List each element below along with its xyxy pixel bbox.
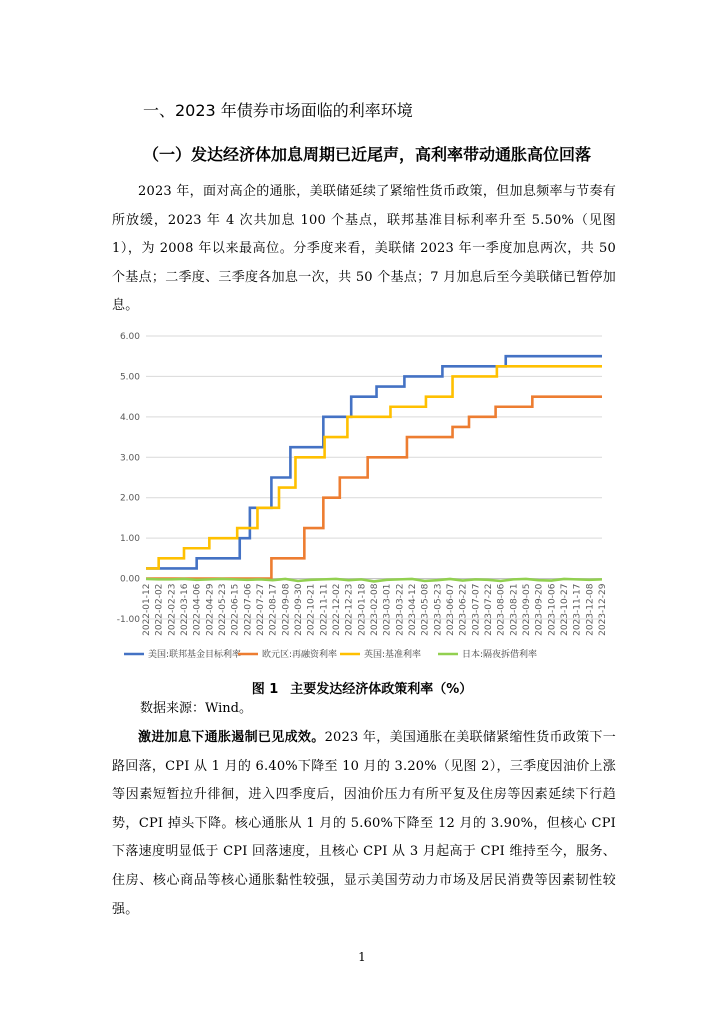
x-tick-label: 2023-08-21 xyxy=(509,583,520,636)
x-tick-label: 2023-10-06 xyxy=(547,583,558,636)
x-tick-label: 2023-04-12 xyxy=(408,583,418,636)
x-tick-label: 2023-03-01 xyxy=(382,583,393,636)
legend-label-0: 美国:联邦基金目标利率 xyxy=(148,650,242,660)
x-tick-label: 2023-09-05 xyxy=(522,583,532,636)
x-tick-label: 2023-07-22 xyxy=(484,583,494,636)
x-tick-label: 2022-04-06 xyxy=(192,583,203,636)
x-tick-label: 2022-10-21 xyxy=(306,583,317,636)
chart-gridlines xyxy=(146,336,602,619)
policy-rate-chart xyxy=(108,328,618,668)
figure-title: 主要发达经济体政策利率（%） xyxy=(290,682,473,697)
section-heading: 一、2023 年债券市场面临的利率环境 xyxy=(143,101,413,120)
x-tick-label: 2023-12-08 xyxy=(585,583,596,636)
x-tick-label: 2023-03-22 xyxy=(395,583,406,636)
series-line-0 xyxy=(146,356,602,568)
page-number: 1 xyxy=(358,950,366,964)
data-source: 数据来源：Wind。 xyxy=(140,701,252,716)
y-tick-label: -1.00 xyxy=(116,615,140,625)
legend-label-3: 日本:隔夜拆借利率 xyxy=(462,650,538,660)
y-tick-label: 1.00 xyxy=(119,534,140,545)
y-tick-label: 6.00 xyxy=(119,332,140,342)
series-line-1 xyxy=(146,397,602,579)
x-tick-label: 2022-03-16 xyxy=(180,583,190,636)
x-tick-label: 2022-01-12 xyxy=(142,583,152,636)
legend-label-2: 英国:基准利率 xyxy=(364,650,422,660)
legend-label-1: 欧元区:再融资利率 xyxy=(262,650,338,660)
y-tick-label: 3.00 xyxy=(119,453,140,464)
x-tick-label: 2023-02-08 xyxy=(370,583,380,636)
paragraph-lead: 激进加息下通胀遏制已见成效。 xyxy=(138,730,325,745)
x-tick-label: 2022-04-29 xyxy=(205,583,216,636)
chart-series xyxy=(146,356,602,581)
x-tick-label: 2022-05-23 xyxy=(218,583,228,636)
x-tick-label: 2022-07-27 xyxy=(256,583,266,636)
x-tick-label: 2023-06-22 xyxy=(458,583,469,636)
y-tick-label: 4.00 xyxy=(119,412,140,423)
x-tick-label: 2022-12-02 xyxy=(332,583,342,636)
x-tick-label: 2023-01-18 xyxy=(357,583,368,636)
figure-number: 图 1 xyxy=(251,682,279,697)
x-tick-label: 2022-06-15 xyxy=(230,583,241,636)
x-tick-label: 2022-12-23 xyxy=(344,583,355,636)
x-tick-label: 2022-09-30 xyxy=(294,583,304,636)
figure-caption xyxy=(0,678,724,697)
x-tick-label: 2022-09-08 xyxy=(281,583,292,636)
paragraph-intro: 2023 年，面对高企的通胀，美联储延续了紧缩性货币政策，但加息频率与节奏有所放缓，2023 年 4 次共加息 100 个基点，联邦基准目标利率升至 5.50%（见图 1），为 2008 年以来最高位。分季度来看，美联储 2023 年一季度加息两次，共 50 个基点；二季度、三季度各加息一次，共 50 个基点；7 月加息后至今美联储已暂停加息。 xyxy=(112,184,616,314)
x-tick-label: 2022-02-23 xyxy=(167,583,178,636)
paragraph-inflation xyxy=(112,724,616,924)
paragraph-body: 2023 年，美国通胀在美联储紧缩性货币政策下一路回落，CPI 从 1 月的 6.40%下降至 10 月的 3.20%（见图 2），三季度因油价上涨等因素短暂拉升徘徊，进入四季度后，因油价压力有所平复及住房等因素延续下行趋势，CPI 掉头下降。核心通胀从 1 月的 5.60%下降至 12 月的 3.90%，但核心 CPI 下落速度明显低于 CPI 回落速度，且核心 CPI 从 3 月起高于 CPI 维持至今，服务、住房、核心商品等核心通胀黏性较强，显示美国劳动力市场及居民消费等因素韧性较强。 xyxy=(112,730,616,917)
x-tick-label: 2023-12-29 xyxy=(598,583,608,636)
series-line-3 xyxy=(146,579,602,581)
x-tick-label: 2023-05-08 xyxy=(420,583,431,636)
subsection-heading: （一）发达经济体加息周期已近尾声，高利率带动通胀高位回落 xyxy=(143,145,592,164)
x-tick-label: 2022-08-17 xyxy=(268,583,279,636)
chart-x-axis xyxy=(142,583,608,636)
x-tick-label: 2022-02-02 xyxy=(154,583,165,636)
x-tick-label: 2023-06-07 xyxy=(446,583,456,636)
x-tick-label: 2022-07-06 xyxy=(243,583,254,636)
x-tick-label: 2023-08-06 xyxy=(496,583,507,636)
y-tick-label: 0.00 xyxy=(119,574,140,585)
x-tick-label: 2023-07-07 xyxy=(471,583,482,636)
x-tick-label: 2023-09-20 xyxy=(534,583,545,636)
x-tick-label: 2022-11-11 xyxy=(319,583,330,636)
x-tick-label: 2023-05-23 xyxy=(433,583,444,636)
chart-legend xyxy=(124,648,537,660)
chart-y-axis xyxy=(117,332,141,625)
x-tick-label: 2023-11-17 xyxy=(572,583,583,636)
x-tick-label: 2023-10-27 xyxy=(560,583,570,636)
y-tick-label: 2.00 xyxy=(119,493,140,504)
y-tick-label: 5.00 xyxy=(119,372,140,383)
